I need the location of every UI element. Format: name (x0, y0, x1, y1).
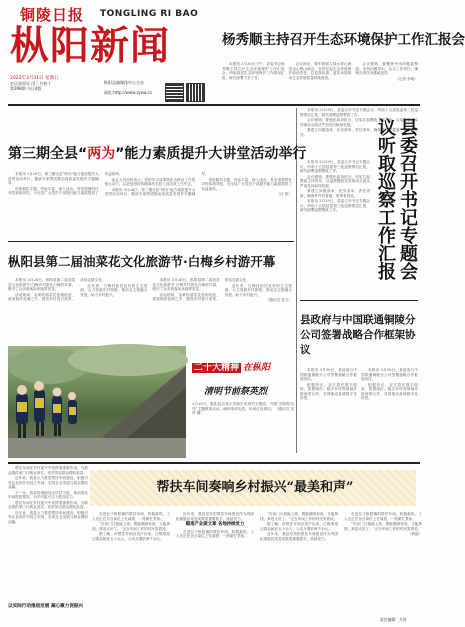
story3-headline: 枞阳县第二届油菜花文化旅游节·白梅乡村游开幕 (8, 254, 276, 269)
story2-paragraph: 本报讯 3月28日，第三期全县“两为”能力素质提升大讲堂活动举行，邀请专家围绕推动高质量发展作专题辅导。 (8, 172, 99, 185)
masthead-title: 枞阳新闻 (10, 24, 171, 69)
bottom-paragraph: “在家门口就能上班，既能照顾家庭，又能挣钱，真是太好了。”正在车间工作的村民笑着说。 (260, 512, 338, 521)
story3-body (8, 278, 292, 340)
page-editor: 责任编辑：方涛 (380, 617, 407, 622)
story2-paragraph: 讲座紧扣主题，内容丰富，深入浅出，具有很强的针对性和指导性，为全县广大党员干部提升能力素质提供了有益指导。 (8, 172, 123, 195)
qr-code-icon[interactable] (165, 83, 184, 102)
masthead-info (10, 76, 84, 91)
lead-paragraph: 会议指出，要牢固树立绿水青山就是金山银山理念，坚决扛起生态环境保护政治责任，以更高标准、更实举措推动生态环境质量持续改善。 (288, 62, 352, 80)
bottom-paragraph: 近年来，我县坚持把帮扶车间建设作为巩固拓展脱贫攻坚成果的重要抓手，持续发力。 (176, 512, 254, 521)
right-col-paragraph: 会议强调，要强化政治担当，切实扛起整改主体责任，以巡察整改实效推动全面从严治党向纵深发展。 (300, 174, 370, 188)
masthead-lunar: 农历癸卯年 闰二月初十 (10, 81, 52, 86)
bottom-paragraph: 据了解，该帮扶车间自投产以来，已吸纳周边群众就业五十余人，人均月增收两千余元。 (92, 532, 170, 541)
bottom-left-paragraph: 近年来，我县大力推进帮扶车间建设，积极引导企业到乡村设立车间，实现企业发展与群众增收双赢。 (8, 510, 88, 524)
bottom-paragraph: 近年来，我县坚持把帮扶车间建设作为巩固拓展脱贫攻坚成果的重要抓手，持续发力。 (260, 532, 338, 541)
masthead-url: 网址:http://www.zyxw.cn (104, 90, 153, 95)
story2-headline-part: ”能力素质提升大讲堂活动举行 (115, 146, 307, 162)
story3-paragraph: 本报讯 3月26日，枞阳县第二届油菜花文化旅游节·白梅乡村游在白梅村开幕，吸引了众多游客前来踏青赏花。 (152, 278, 220, 291)
bottom-paragraph: “在家门口就能上班，既能照顾家庭，又能挣钱，真是太好了。”正在车间工作的村民笑着说。 (344, 522, 422, 531)
bottom-paragraph: 走进位于枞阳镇的帮扶车间，机器轰鸣，工人们正在各自岗位上忙碌着，一派繁忙景象。 (92, 512, 170, 521)
feature-photo[interactable] (8, 346, 186, 458)
lead-paragraph: 本报讯 3月30日下午，县委书记杨秀顺主持召开生态环境保护工作汇报会，听取我县生态环境保护工作情况汇报，研究部署下步工作。 (222, 62, 285, 80)
right-col-paragraph: 要建立问题清单、任务清单、责任清单，确保件件有着落、事事有回音。 (300, 189, 370, 198)
feature-photo-scene (8, 346, 186, 458)
bottom-paragraph: 走进位于枞阳镇的帮扶车间，机器轰鸣，工人们正在各自岗位上忙碌着，一派繁忙景象。 (344, 512, 422, 521)
bottom-paragraph: 据了解，该帮扶车间自投产以来，已吸纳周边群众就业五十余人，人均月增收两千余元。 (260, 522, 338, 531)
bottom-left-body (8, 466, 88, 616)
bottom-left-paragraph: 帮扶车间在乡村振兴中发挥着重要作用，为群众提供家门口就业岗位，有效带动群众增收致富。 (8, 500, 88, 509)
right-col-paragraph: 本报讯 3月29日，县委召开书记专题会议，听取十五届县委第三轮巡察情况汇报，研究部署巡察整改工作。 (300, 108, 418, 117)
bottom-subhead-mid: 瞄准产业做文章 各地持续发力 (185, 522, 245, 527)
masthead-brand-small: 铜陵日报 (20, 6, 85, 24)
right-col-paragraph: 根据协议，双方将在数字政府、智慧城市、数字乡村等领域开展深度合作，共同推动县域数字化转型。 (300, 382, 357, 400)
masthead-pinyin: TONGLING RI BAO (100, 9, 199, 19)
masthead-issue: 第398期 今日4版 (10, 86, 42, 91)
qr-code-icon[interactable] (186, 83, 205, 102)
lead-byline: （记者 李明） (395, 76, 418, 81)
feature-logo (192, 360, 270, 373)
feature-logo-script: 在枞阳 (243, 363, 271, 373)
right-col-divider (300, 300, 418, 301)
story3-paragraph: 活动现场，金黄的油菜花竞相绽放，游客徜徉花海之中，感受乡村春日美景，体验农耕文化。 (152, 278, 250, 301)
bottom-divider (8, 462, 420, 464)
right-col-paragraph: 本报讯 3月30日，县政府与中国联通铜陵分公司签署战略合作框架协议。 (300, 368, 357, 381)
masthead-divider (8, 104, 420, 106)
masthead-editor: 枞阳县融媒体中心主办 (104, 80, 144, 85)
right-col-vertical-headline: 县委召开书记专题会议听取巡察工作汇报 (375, 118, 418, 280)
bottom-columns (92, 512, 422, 616)
feature-logo-red: 二十大精神 (194, 363, 240, 373)
story2-headline-part: 第三期全县“ (8, 146, 88, 162)
right-col-headline2: 县政府与中国联通铜陵分公司签署战略合作框架协议 (300, 314, 416, 356)
bottom-paragraph: 走进位于枞阳镇的帮扶车间，机器轰鸣，工人们正在各自岗位上忙碌着，一派繁忙景象。 (176, 529, 254, 538)
bottom-banner-title: 帮扶车间奏响乡村振兴“最美和声” (156, 480, 354, 495)
story2-paragraph: 参会人员纷纷表示，将把学习成果转化为推动工作的强大动力，以更加昂扬的精神状态投入到各项工作中去。 (104, 177, 196, 186)
lead-body (222, 62, 418, 102)
right-col-body2 (300, 368, 418, 450)
story3-paragraph: 近年来，白梅村依托良好的生态资源，大力发展乡村旅游，推动农文旅融合发展，助力乡村振兴。 (80, 283, 148, 297)
story2-divider (8, 241, 294, 242)
feature-caption-title: 清明节前祭英烈 (204, 387, 268, 397)
bottom-paragraph: “在家门口就能上班，既能照顾家庭，又能挣钱，真是太好了。”正在车间工作的村民笑着说。 (92, 522, 170, 531)
right-col-paragraph: 本报讯 3月30日，县政府与中国联通铜陵分公司签署战略合作框架协议。 (361, 368, 418, 381)
story3-paragraph: 近年来，白梅村依托良好的生态资源，大力发展乡村旅游，推动农文旅融合发展，助力乡村振兴。 (224, 283, 292, 297)
story2-paragraph: 讲座紧扣主题，内容丰富，深入浅出，具有很强的针对性和指导性，为全县广大党员干部提升能力素质提供了有益指导。 (201, 177, 292, 191)
bottom-left-subhead: 以实际行动推进发展 凝心聚力促振兴 (8, 604, 84, 609)
feature-caption-body: 3月29日，枞阳县实验小学师生来到烈士陵园，开展“清明祭英烈”主题教育活动，缅怀革命先烈，传承红色基因。（通讯员 刘华 摄） (192, 402, 294, 415)
right-col-body-lower (300, 160, 370, 296)
story3-paragraph: 本报讯 3月26日，枞阳县第二届油菜花文化旅游节·白梅乡村游在白梅村开幕，吸引了众多游客前来踏青赏花。 (8, 278, 76, 291)
lead-paragraph: 会议强调，要聚焦突出问题抓整改，坚持问题导向，压实工作责任，确保各项任务落地见效。 (355, 62, 418, 75)
right-col-paragraph: 本报讯 3月29日，县委召开书记专题会议，听取十五届县委第三轮巡察情况汇报，研究部署巡察整改工作。 (300, 160, 370, 173)
story2-byline: （汪 凯） (276, 192, 292, 196)
bottom-left-paragraph: 下一步，我县将继续加大扶持力度，推动帮扶车间提质增效，为乡村振兴注入强劲动力。 (8, 490, 88, 499)
story2-paragraph: 本报讯 3月28日，第三期全县“两为”能力素质提升大讲堂活动举行，邀请专家围绕推动高质量发展作专题辅导。 (104, 172, 209, 196)
story2-body (8, 172, 292, 236)
right-col-paragraph: 要建立问题清单、任务清单、责任清单，确保件件有着落、事事有回音。 (300, 128, 418, 137)
right-col-paragraph: 会议强调，要强化政治担当，切实扛起整改主体责任，以巡察整改实效推动全面从严治党向纵深发展。 (300, 118, 418, 127)
masthead-date: 2023年3月31日 星期五 (10, 76, 59, 81)
right-col-paragraph: 本报讯 3月29日，县委召开书记专题会议，听取十五届县委第三轮巡察情况汇报，研究部署巡察整改工作。 (300, 199, 370, 212)
lead-headline: 杨秀顺主持召开生态环境保护工作汇报会 (222, 32, 465, 48)
story2-headline-emph: 两为 (87, 146, 116, 162)
right-col-paragraph: 根据协议，双方将在数字政府、智慧城市、数字乡村等领域开展深度合作，共同推动县域数字化转型。 (361, 382, 418, 400)
bottom-left-paragraph: 帮扶车间在乡村振兴中发挥着重要作用，为群众提供家门口就业岗位，有效带动群众增收致富。 (8, 466, 88, 475)
story2-headline (8, 143, 306, 163)
story3-paragraph: 活动现场，金黄的油菜花竞相绽放，游客徜徉花海之中，感受乡村春日美景，体验农耕文化。 (8, 278, 106, 301)
bottom-byline: （黄斌） (407, 532, 422, 536)
story3-byline: （通讯员 张文） (265, 298, 292, 302)
bottom-left-paragraph: 近年来，我县大力推进帮扶车间建设，积极引导企业到乡村设立车间，实现企业发展与群众增收双赢。 (8, 476, 88, 489)
